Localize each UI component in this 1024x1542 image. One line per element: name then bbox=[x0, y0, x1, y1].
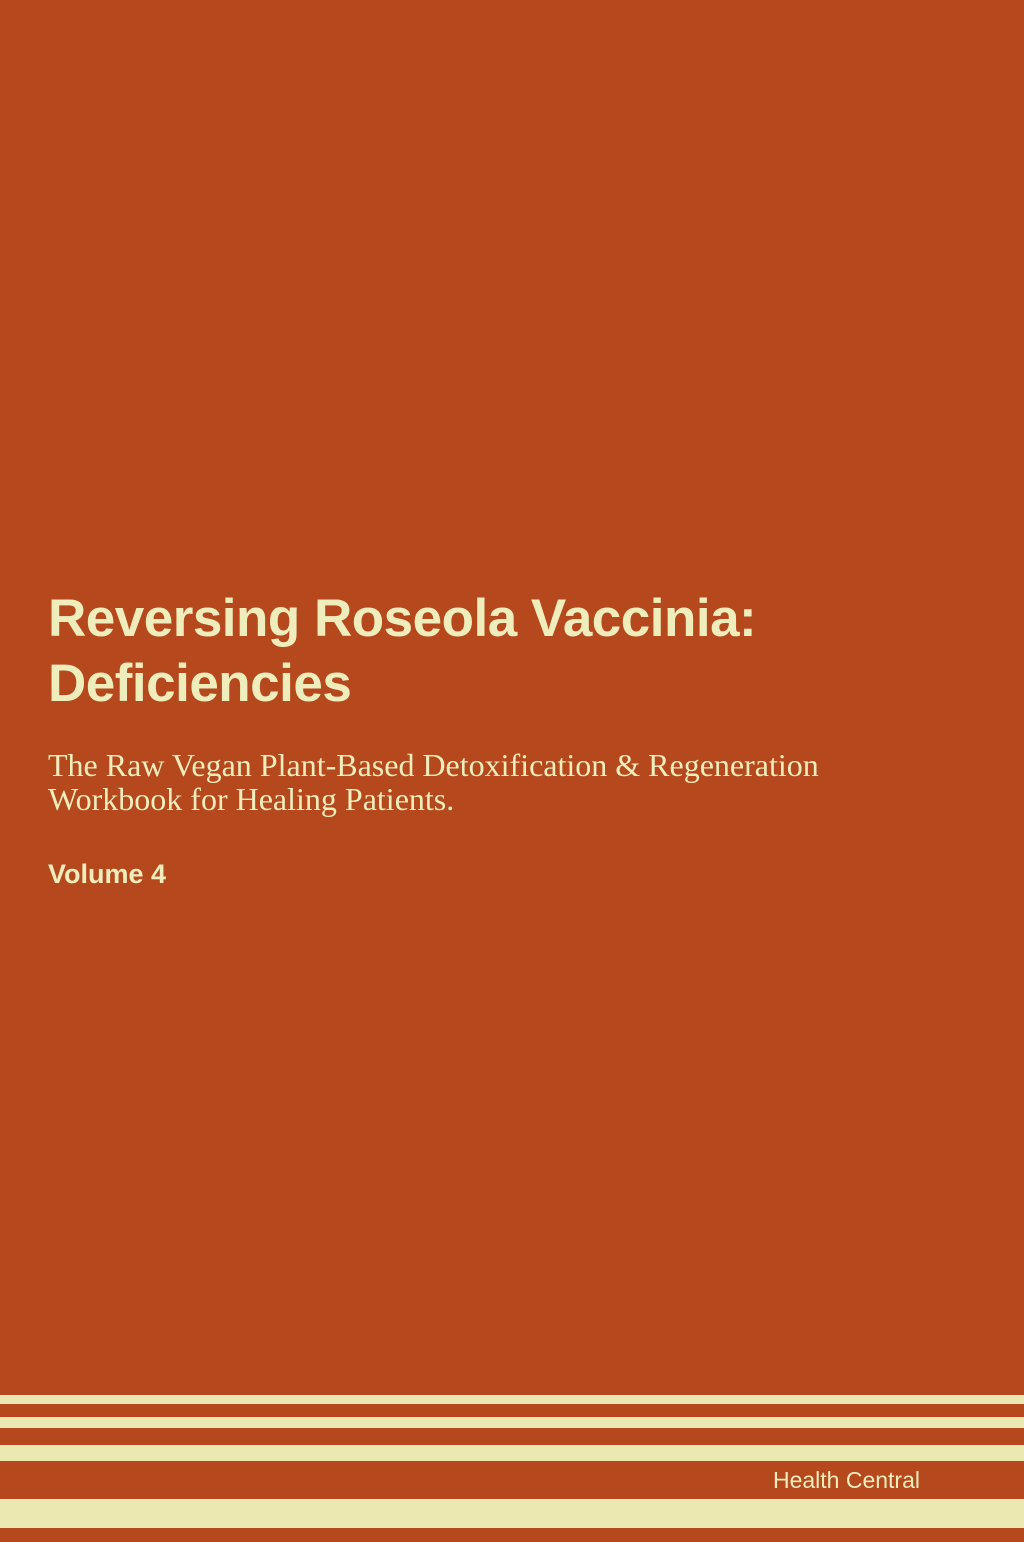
book-subtitle-line2: Workbook for Healing Patients. bbox=[48, 781, 455, 817]
book-title bbox=[48, 586, 983, 716]
footer-stripes bbox=[0, 1395, 1024, 1542]
book-title-line1: Reversing Roseola Vaccinia: bbox=[48, 589, 757, 648]
stripe-divider bbox=[0, 1499, 1024, 1528]
book-subtitle bbox=[48, 748, 978, 816]
stripe-divider bbox=[0, 1395, 1024, 1404]
book-subtitle-line1: The Raw Vegan Plant-Based Detoxification & Regeneration bbox=[48, 747, 819, 783]
volume-label: Volume 4 bbox=[48, 859, 167, 889]
publisher-band bbox=[0, 1461, 1024, 1499]
publisher-name: Health Central bbox=[772, 1467, 920, 1493]
stripe-gap bbox=[0, 1528, 1024, 1542]
stripe-gap bbox=[0, 1404, 1024, 1417]
book-title-line2: Deficiencies bbox=[48, 654, 352, 713]
stripe-divider bbox=[0, 1417, 1024, 1428]
stripe-divider bbox=[0, 1445, 1024, 1461]
stripe-gap bbox=[0, 1428, 1024, 1445]
